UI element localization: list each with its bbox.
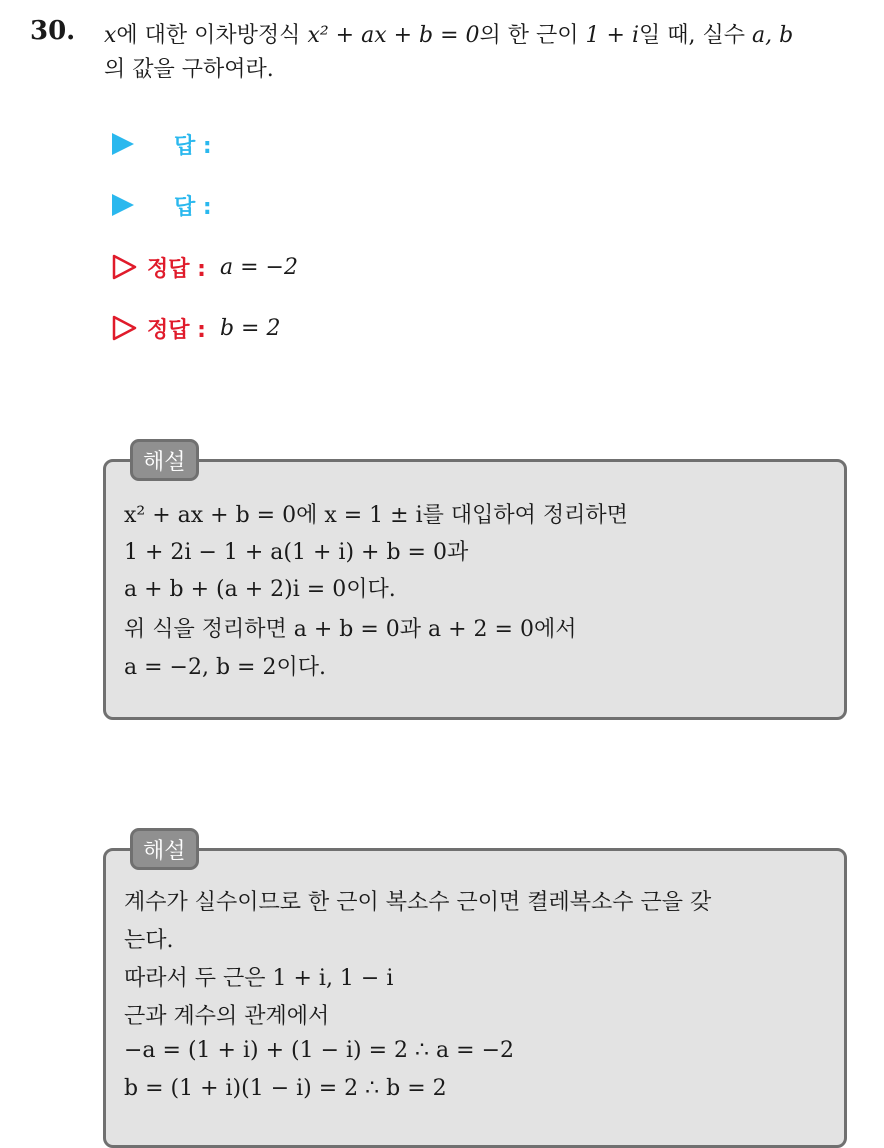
play-outline-icon bbox=[111, 254, 137, 280]
correct-answer-label: 정답 : bbox=[147, 317, 206, 343]
explanation-2-line-2: 는다. bbox=[124, 928, 174, 953]
question-variable: x bbox=[104, 23, 117, 48]
correct-answer-row-2 bbox=[111, 312, 280, 344]
answer-row-1 bbox=[112, 128, 226, 160]
play-icon bbox=[112, 194, 134, 216]
correct-answer-label: 정답 : bbox=[147, 256, 206, 282]
question-root: 1 + i bbox=[585, 23, 639, 48]
explanation-tab-2: 해설 bbox=[130, 828, 199, 870]
answer-label: 답 : bbox=[174, 133, 212, 159]
question-equation: x² + ax + b = 0 bbox=[307, 23, 480, 48]
explanation-1-line-2: 1 + 2i − 1 + a(1 + i) + b = 0과 bbox=[124, 540, 469, 565]
play-outline-icon bbox=[111, 315, 137, 341]
explanation-1-line-5: a = −2, b = 2이다. bbox=[124, 655, 326, 680]
question-unknowns: a, b bbox=[751, 23, 794, 48]
question-line-2: 의 값을 구하여라. bbox=[104, 57, 274, 82]
question-number: 30. bbox=[30, 16, 76, 46]
explanation-tab-1: 해설 bbox=[130, 439, 199, 481]
explanation-2-line-1: 계수가 실수이므로 한 근이 복소수 근이면 켤레복소수 근을 갖 bbox=[124, 890, 712, 915]
correct-answer-row-1 bbox=[111, 251, 298, 283]
explanation-2-line-5: −a = (1 + i) + (1 − i) = 2 ∴ a = −2 bbox=[124, 1038, 514, 1063]
answer-label: 답 : bbox=[174, 194, 212, 220]
question-line-1: x에 대한 이차방정식 x² + ax + b = 0의 한 근이 1 + i일 때, 실수 a, b bbox=[104, 23, 794, 48]
explanation-1-line-4: 위 식을 정리하면 a + b = 0과 a + 2 = 0에서 bbox=[124, 617, 577, 642]
explanation-2-line-6: b = (1 + i)(1 − i) = 2 ∴ b = 2 bbox=[124, 1076, 447, 1101]
play-icon bbox=[112, 133, 134, 155]
correct-answer-value: a = −2 bbox=[219, 254, 298, 280]
correct-answer-value: b = 2 bbox=[219, 315, 281, 341]
question-text bbox=[104, 19, 874, 87]
answer-row-2 bbox=[112, 189, 226, 221]
explanation-1-line-3: a + b + (a + 2)i = 0이다. bbox=[124, 577, 396, 602]
explanation-2-line-4: 근과 계수의 관계에서 bbox=[124, 1004, 330, 1029]
explanation-2-line-3: 따라서 두 근은 1 + i, 1 − i bbox=[124, 966, 394, 991]
explanation-1-line-1: x² + ax + b = 0에 x = 1 ± i를 대입하여 정리하면 bbox=[124, 503, 628, 528]
